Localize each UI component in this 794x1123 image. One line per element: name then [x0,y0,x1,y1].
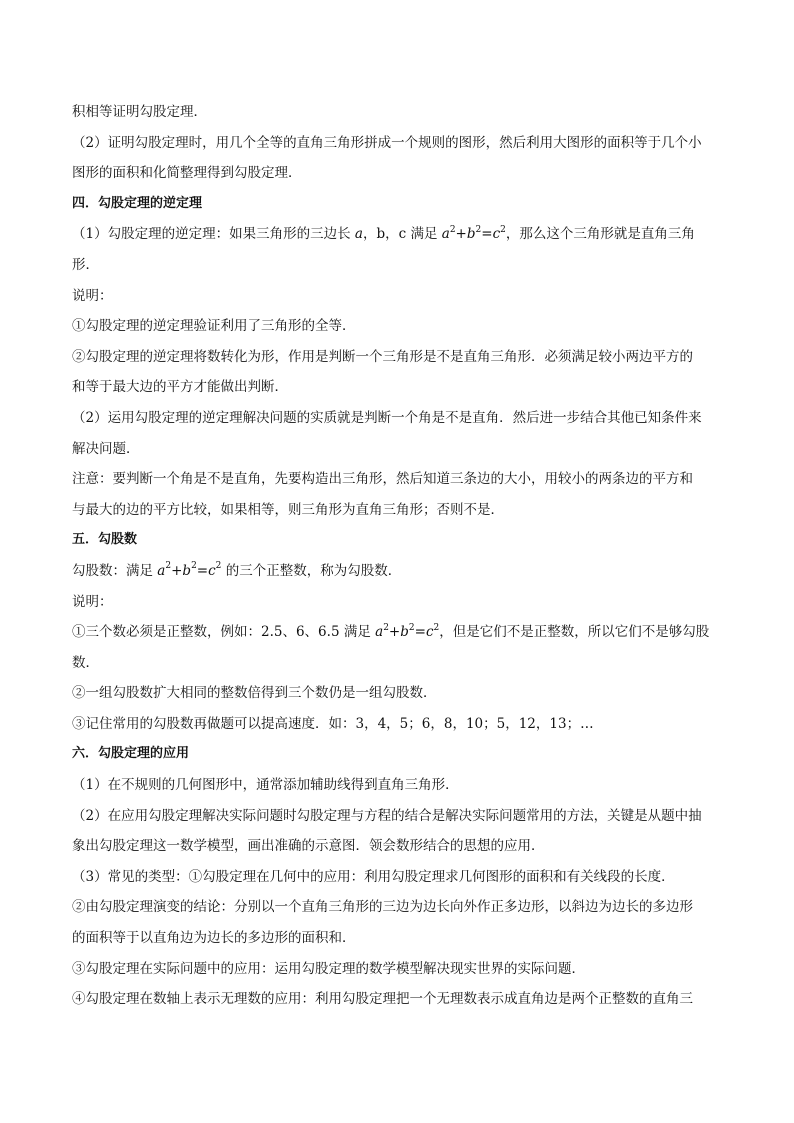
text-line: 说明： [72,593,113,610]
section-heading: 四．勾股定理的逆定理 [72,195,203,211]
text-line: （1）在不规则的几何图形中，通常添加辅助线得到直角三角形． [72,777,459,794]
text-segment: （1）勾股定理的逆定理：如果三角形的三边长 a，b，c 满足 $a^2+b^2=c^2$，那么这个三角形就是直角三角 [72,224,695,243]
text-segment: ①三个数必须是正整数，例如：2.5、6、6.5 满足 $a^2+b^2=c^2$，但是它们不是正整数，所以它们不是够勾股 [72,622,710,641]
formula: $a^2+b^2=c^2$ [157,561,222,579]
text-line: （2）运用勾股定理的逆定理解决问题的实质就是判断一个角是不是直角．然后进一步结合其他已知条件来 [72,409,702,426]
formula: $a^2+b^2=c^2$ [441,224,506,243]
text-line: 图形的面积和化简整理得到勾股定理． [72,165,302,182]
text-line: （2）在应用勾股定理解决实际问题时勾股定理与方程的结合是解决实际问题常用的方法，关键是从题中抽 [72,807,702,824]
text-line: 象出勾股定理这一数学模型，画出准确的示意图．领会数形结合的思想的应用． [72,838,545,855]
text-line: 数． [72,654,99,671]
text-line: 与最大的边的平方比较，如果相等，则三角形为直角三角形；否则不是． [72,501,504,518]
text-line: ①勾股定理的逆定理验证利用了三角形的全等． [72,318,356,335]
text-line: ④勾股定理在数轴上表示无理数的应用：利用勾股定理把一个无理数表示成直角边是两个正整数的直角三 [72,991,693,1008]
text-segment: 勾股数：满足 $a^2+b^2=c^2$ 的三个正整数，称为勾股数． [72,561,402,579]
text-line: ③勾股定理在实际问题中的应用：运用勾股定理的数学模型解决现实世界的实际问题． [72,960,585,977]
document-body [72,97,724,1015]
text-line: 注意：要判断一个角是不是直角，先要构造出三角形，然后知道三条边的大小，用较小的两条边的平方和 [72,471,693,488]
text-line: ②勾股定理的逆定理将数转化为形，作用是判断一个三角形是不是直角三角形．必须满足较小两边平方的 [72,348,693,365]
section-heading: 五．勾股数 [72,532,138,548]
text-line: 积相等证明勾股定理． [72,104,207,120]
text-line [72,556,724,587]
text-line: （2）证明勾股定理时，用几个全等的直角三角形拼成一个规则的图形，然后利用大图形的面积等于几个小 [72,134,702,151]
text-line: （3）常见的类型：①勾股定理在几何中的应用：利用勾股定理求几何图形的面积和有关线段的长度． [72,868,675,885]
formula: $a^2+b^2=c^2$ [375,622,440,641]
section-heading: 六．勾股定理的应用 [72,746,190,762]
text-line: 的面积等于以直角边为边长的多边形的面积和． [72,930,356,947]
text-line: ②由勾股定理演变的结论：分别以一个直角三角形的三边为边长向外作正多边形，以斜边为边长的多边形 [72,899,693,916]
text-line: 说明： [72,287,113,304]
text-line [72,617,724,648]
text-line: ②一组勾股数扩大相同的整数倍得到三个数仍是一组勾股数． [72,685,437,702]
text-line: 形． [72,256,99,273]
text-line [72,219,724,250]
math-variable: a [354,226,363,243]
text-line: ③记住常用的勾股数再做题可以提高速度．如：3，4，5；6，8，10；5，12，13；… [72,715,594,732]
text-line: 解决问题． [72,440,140,457]
text-line: 和等于最大边的平方才能做出判断． [72,379,288,396]
